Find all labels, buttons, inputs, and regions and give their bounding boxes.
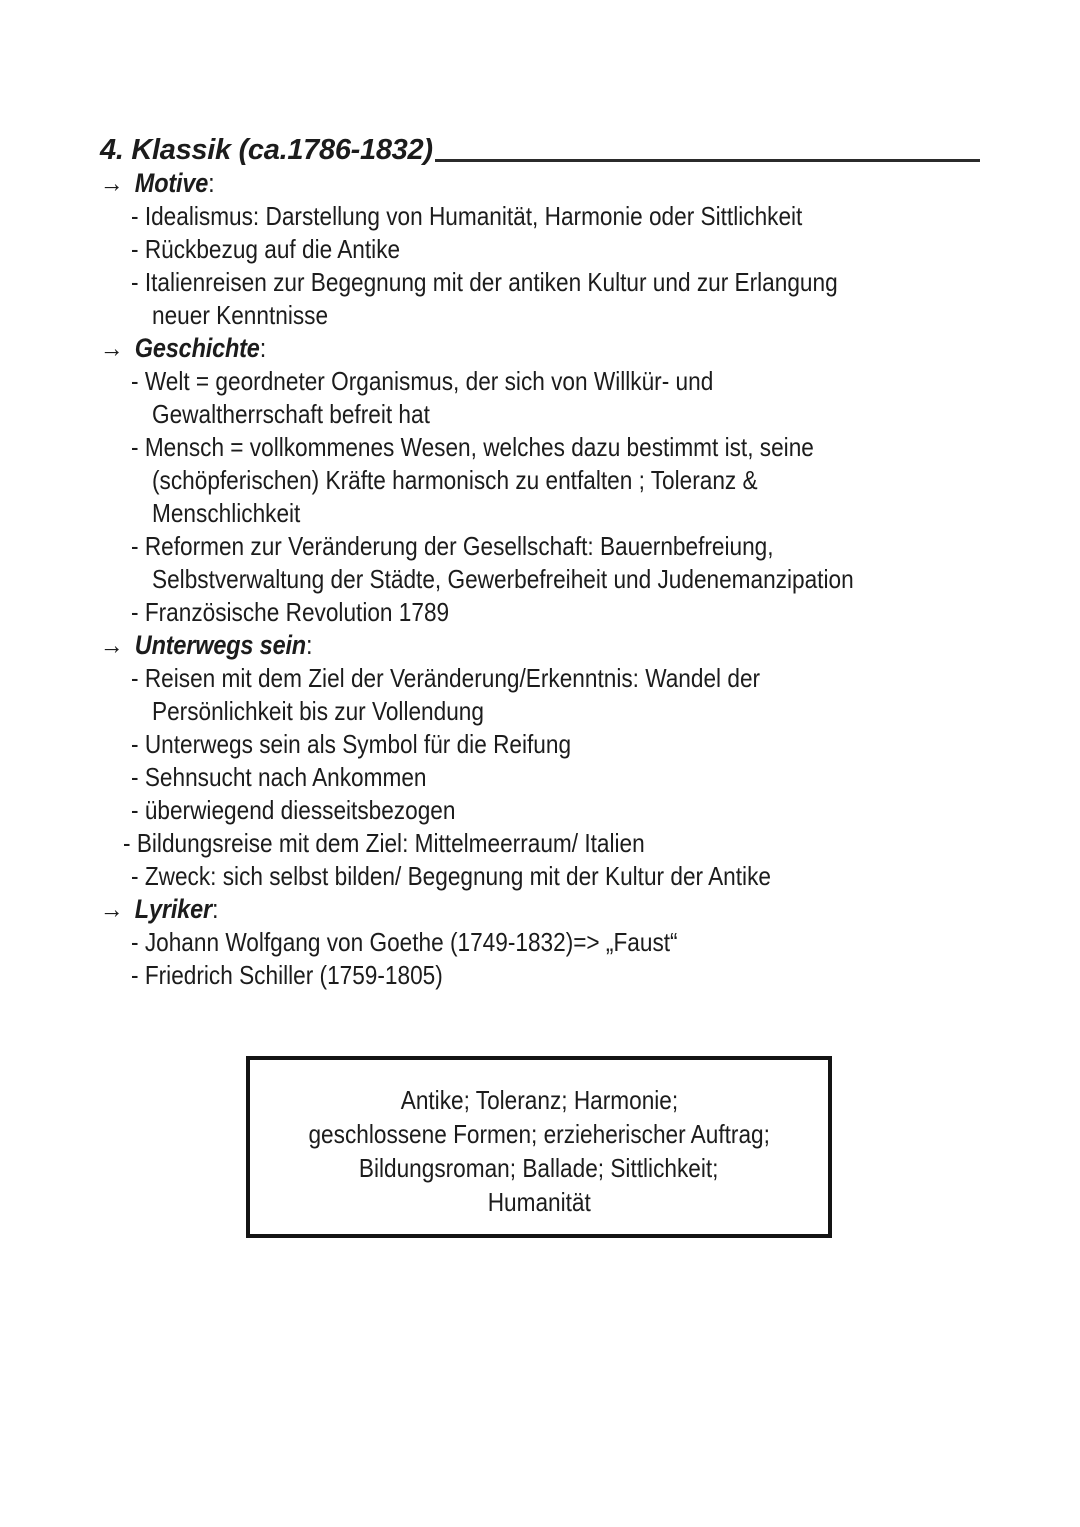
summary-line: geschlossene Formen; erzieherischer Auftrag; (308, 1119, 770, 1149)
note-line: Menschlichkeit (152, 498, 301, 528)
page-title-row (100, 134, 980, 167)
note-line: - Unterwegs sein als Symbol für die Reifung (131, 729, 572, 759)
arrow-right-icon: → (100, 333, 124, 363)
notes-sections (100, 167, 980, 992)
section-title: Motive (134, 168, 209, 198)
section-header (100, 893, 980, 926)
section-colon: : (208, 168, 215, 198)
section-unterwegs-sein (100, 629, 980, 893)
section-title: Lyriker (134, 894, 212, 924)
note-line: - Rückbezug auf die Antike (131, 234, 401, 264)
section-colon: : (211, 894, 219, 924)
note-line: - überwiegend diesseitsbezogen (131, 795, 456, 825)
section-header (100, 167, 980, 200)
title-underline (435, 159, 980, 162)
note-line: - Welt = geordneter Organismus, der sich von Willkür- und (131, 366, 714, 396)
note-line: Gewaltherrschaft befreit hat (152, 399, 430, 429)
section-lyriker (100, 893, 980, 992)
note-line: - Reformen zur Veränderung der Gesellschaft: Bauernbefreiung, (131, 531, 774, 561)
note-line: - Idealismus: Darstellung von Humanität, Harmonie oder Sittlichkeit (131, 201, 803, 231)
note-line: - Reisen mit dem Ziel der Veränderung/Erkenntnis: Wandel der (131, 663, 761, 693)
note-line: - Zweck: sich selbst bilden/ Begegnung mit der Kultur der Antike (131, 861, 771, 891)
summary-line: Bildungsroman; Ballade; Sittlichkeit; (359, 1153, 719, 1183)
section-header (100, 332, 980, 365)
summary-box (246, 1056, 832, 1238)
note-line: - Bildungsreise mit dem Ziel: Mittelmeerraum/ Italien (123, 828, 645, 858)
note-line: neuer Kenntnisse (152, 300, 329, 330)
arrow-right-icon: → (100, 630, 124, 660)
note-line: - Johann Wolfgang von Goethe (1749-1832)=> „Faust“ (131, 927, 678, 957)
page-title: 4. Klassik (ca.1786-1832) (100, 134, 433, 166)
note-line: - Französische Revolution 1789 (131, 597, 450, 627)
summary-line: Humanität (487, 1187, 591, 1217)
note-line: - Italienreisen zur Begegnung mit der antiken Kultur und zur Erlangung (131, 267, 838, 297)
section-colon: : (259, 333, 267, 363)
arrow-right-icon: → (100, 168, 124, 198)
note-line: Selbstverwaltung der Städte, Gewerbefreiheit und Judenemanzipation (152, 564, 854, 594)
section-header (100, 629, 980, 662)
note-line: - Mensch = vollkommenes Wesen, welches dazu bestimmt ist, seine (131, 432, 814, 462)
arrow-right-icon: → (100, 894, 124, 924)
section-colon: : (305, 630, 313, 660)
section-title: Unterwegs sein (134, 630, 306, 660)
note-line: Persönlichkeit bis zur Vollendung (152, 696, 484, 726)
section-title: Geschichte (134, 333, 260, 363)
note-line: - Sehnsucht nach Ankommen (131, 762, 427, 792)
section-geschichte (100, 332, 980, 629)
section-motive (100, 167, 980, 332)
note-line: (schöpferischen) Kräfte harmonisch zu entfalten ; Toleranz & (152, 465, 758, 495)
summary-box-lines (250, 1083, 828, 1219)
summary-line: Antike; Toleranz; Harmonie; (400, 1085, 678, 1115)
note-line: - Friedrich Schiller (1759-1805) (131, 960, 443, 990)
notes-content (100, 134, 980, 992)
